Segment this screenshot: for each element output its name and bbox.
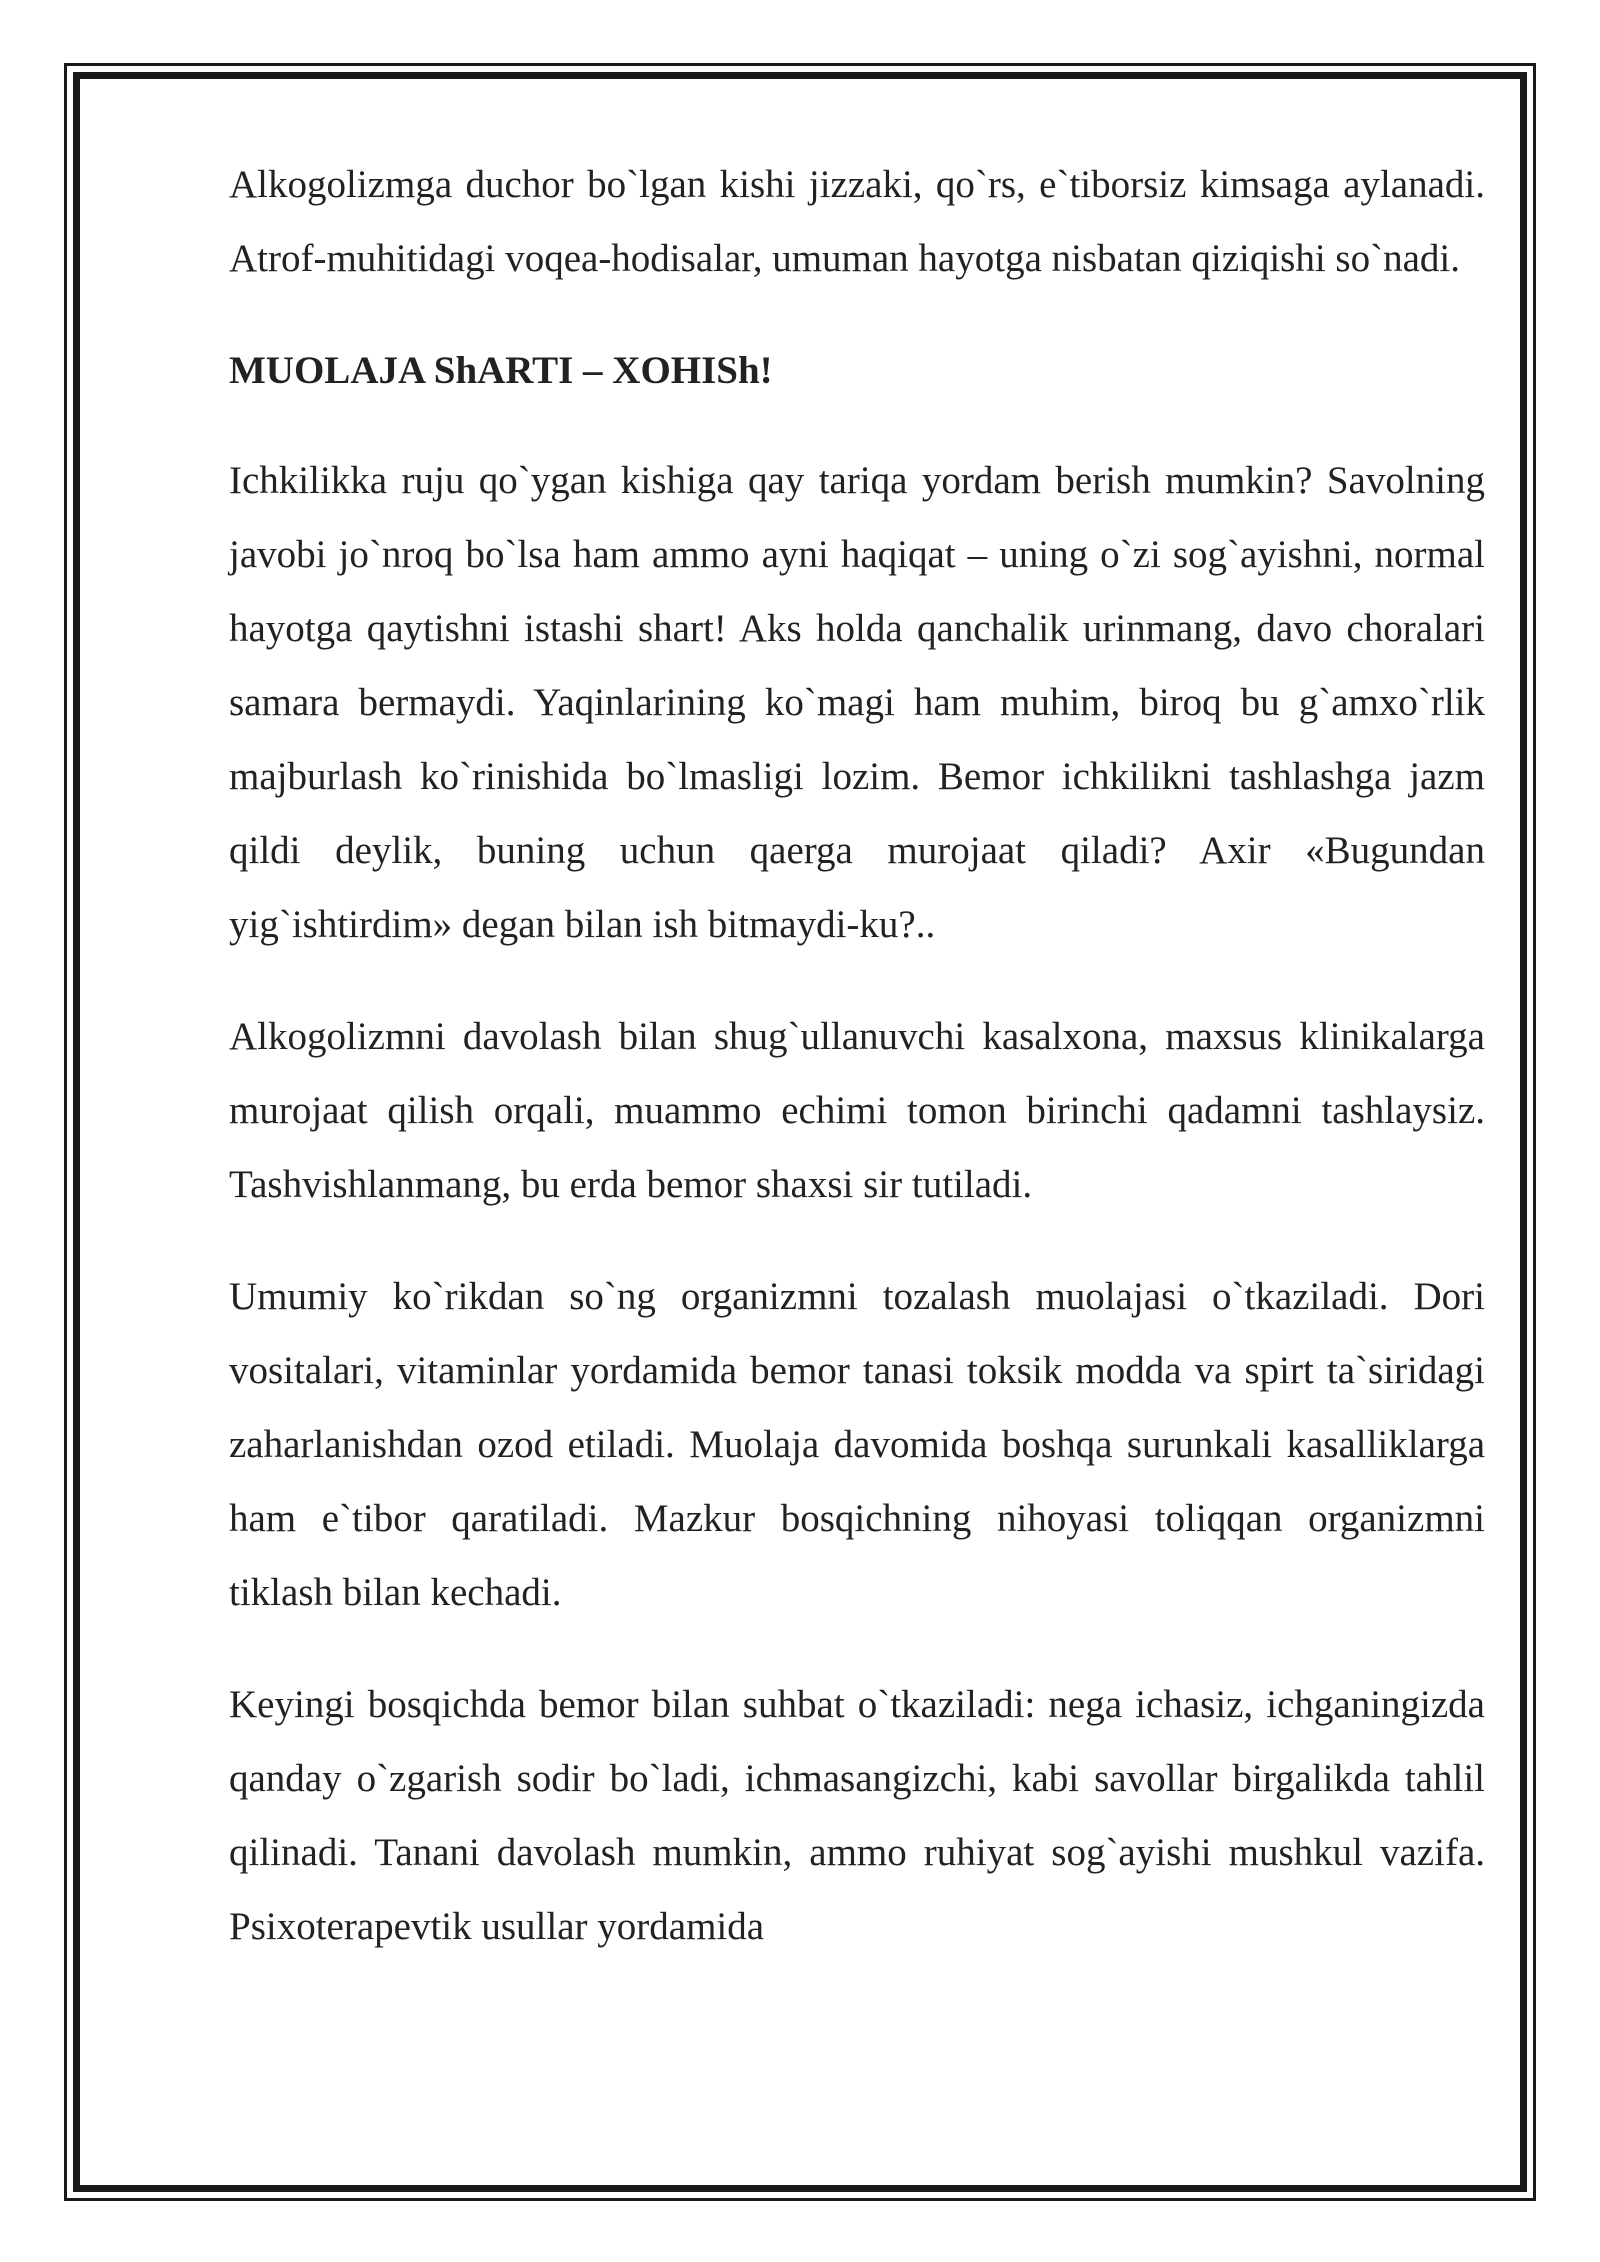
- document-body: [229, 148, 1485, 2002]
- paragraph-4: Umumiy ko`rikdan so`ng organizmni tozalash muolajasi o`tkaziladi. Dori vositalari, vitaminlar yordamida bemor tanasi toksik modda va spirt ta`siridagi zaharlanishdan ozod etiladi. Muolaja davomida boshqa surunkali kasalliklarga ham e`tibor qaratiladi. Mazkur bosqichning nihoyasi toliqqan organizmni tiklash bilan kechadi.: [229, 1275, 1485, 1614]
- section-heading: MUOLAJA ShARTI – XOHISh!: [229, 349, 773, 392]
- paragraph-2: Ichkilikka ruju qo`ygan kishiga qay tariqa yordam berish mumkin? Savolning javobi jo`nroq bo`lsa ham ammo ayni haqiqat – uning o`zi sog`ayishni, normal hayotga qaytishni istashi shart! Aks holda qanchalik urinmang, davo choralari samara bermaydi. Yaqinlarining ko`magi ham muhim, biroq bu g`amxo`rlik majburlash ko`rinishida bo`lmasligi lozim. Bemor ichkilikni tashlashga jazm qildi deylik, buning uchun qaerga murojaat qiladi? Axir «Bugundan yig`ishtirdim» degan bilan ish bitmaydi-ku?..: [229, 459, 1485, 946]
- paragraph-3: Alkogolizmni davolash bilan shug`ullanuvchi kasalxona, maxsus klinikalarga murojaat qilish orqali, muammo echimi tomon birinchi qadamni tashlaysiz. Tashvishlanmang, bu erda bemor shaxsi sir tutiladi.: [229, 1015, 1485, 1206]
- paragraph-1: Alkogolizmga duchor bo`lgan kishi jizzaki, qo`rs, e`tiborsiz kimsaga aylanadi. Atrof-muhitidagi voqea-hodisalar, umuman hayotga nisbatan qiziqishi so`nadi.: [229, 163, 1485, 280]
- paragraph-5: Keyingi bosqichda bemor bilan suhbat o`tkaziladi: nega ichasiz, ichganingizda qanday o`zgarish sodir bo`ladi, ichmasangizchi, kabi savollar birgalikda tahlil qilinadi. Tanani davolash mumkin, ammo ruhiyat sog`ayishi mushkul vazifa. Psixoterapevtik usullar yordamida: [229, 1683, 1485, 1948]
